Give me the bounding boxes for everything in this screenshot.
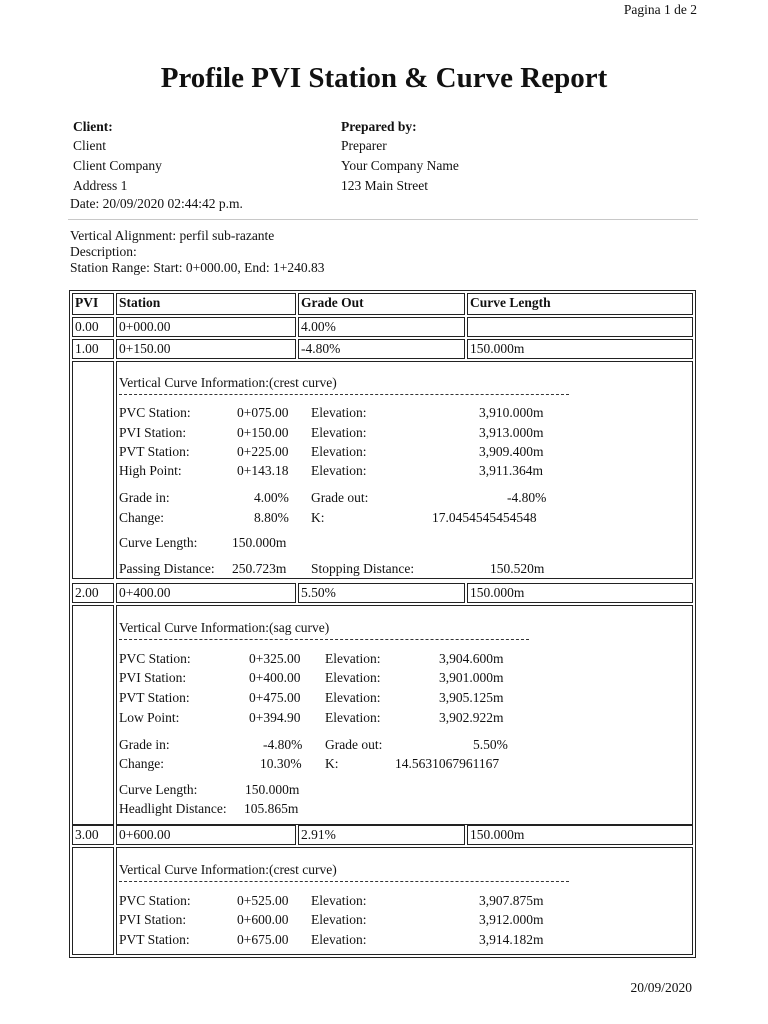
grade-in-label: Grade in: xyxy=(119,490,170,505)
elevation-value: 3,905.125m xyxy=(439,690,504,705)
passing-distance-value: 250.723m xyxy=(232,561,287,576)
k-label: K: xyxy=(325,756,339,771)
elevation-value: 3,907.875m xyxy=(479,893,544,908)
table-row-pvi: 2.00 xyxy=(72,583,114,603)
elevation-label: Elevation: xyxy=(311,463,367,478)
table-row-station: 0+400.00 xyxy=(116,583,296,603)
elevation-label: Elevation: xyxy=(325,651,381,666)
pvc-station-value: 0+325.00 xyxy=(249,651,301,666)
pvi-station-label: PVI Station: xyxy=(119,425,187,440)
col-header-grade-out: Grade Out xyxy=(298,293,465,315)
low-point-label: Low Point: xyxy=(119,710,180,725)
client-line3: Address 1 xyxy=(73,178,128,193)
pvc-station-label: PVC Station: xyxy=(119,405,191,420)
elevation-value: 3,914.182m xyxy=(479,932,544,947)
grade-out-value: 5.50% xyxy=(473,737,508,752)
table-row-curve-length: 150.000m xyxy=(467,825,693,845)
client-line2: Client Company xyxy=(73,158,162,173)
pvi-station-label: PVI Station: xyxy=(119,912,187,927)
elevation-value: 3,911.364m xyxy=(479,463,543,478)
pvc-station-value: 0+525.00 xyxy=(237,893,289,908)
preparer-line2: Your Company Name xyxy=(341,158,459,173)
change-value: 8.80% xyxy=(254,510,289,525)
elevation-value: 3,912.000m xyxy=(479,912,544,927)
table-row-grade-out: 5.50% xyxy=(298,583,465,603)
dashed-rule xyxy=(119,394,569,395)
table-row-pvi: 1.00 xyxy=(72,339,114,359)
elevation-label: Elevation: xyxy=(325,710,381,725)
table-row-grade-out: -4.80% xyxy=(298,339,465,359)
elevation-value: 3,909.400m xyxy=(479,444,544,459)
elevation-label: Elevation: xyxy=(325,690,381,705)
pvi-station-label: PVI Station: xyxy=(119,670,187,685)
table-row-grade-out: 4.00% xyxy=(298,317,465,337)
preparer-line1: Preparer xyxy=(341,138,387,153)
pvi-station-value: 0+150.00 xyxy=(237,425,289,440)
pvc-station-label: PVC Station: xyxy=(119,893,191,908)
low-point-value: 0+394.90 xyxy=(249,710,301,725)
pvt-station-label: PVT Station: xyxy=(119,932,190,947)
grade-out-label: Grade out: xyxy=(311,490,369,505)
stopping-distance-label: Stopping Distance: xyxy=(311,561,415,576)
preparer-heading: Prepared by: xyxy=(341,119,417,134)
preparer-line3: 123 Main Street xyxy=(341,178,428,193)
curve-title: Vertical Curve Information:(crest curve) xyxy=(119,375,337,390)
pvi-station-value: 0+600.00 xyxy=(237,912,289,927)
change-value: 10.30% xyxy=(260,756,302,771)
pvi-table xyxy=(69,290,696,958)
change-label: Change: xyxy=(119,510,164,525)
curve-length-value: 150.000m xyxy=(232,535,287,550)
table-row-pvi: 3.00 xyxy=(72,825,114,845)
col-header-pvi: PVI xyxy=(72,293,114,315)
client-line1: Client xyxy=(73,138,106,153)
table-row-curve-length: 150.000m xyxy=(467,583,693,603)
elevation-label: Elevation: xyxy=(311,912,367,927)
curve-spacer-cell xyxy=(72,361,114,579)
curve-info-block xyxy=(116,361,693,579)
k-value: 17.0454545454548 xyxy=(432,510,537,525)
pvt-station-label: PVT Station: xyxy=(119,690,190,705)
high-point-label: High Point: xyxy=(119,463,182,478)
stopping-distance-value: 150.520m xyxy=(490,561,545,576)
grade-out-label: Grade out: xyxy=(325,737,383,752)
elevation-value: 3,910.000m xyxy=(479,405,544,420)
grade-in-label: Grade in: xyxy=(119,737,170,752)
curve-spacer-cell xyxy=(72,605,114,825)
table-row-station: 0+150.00 xyxy=(116,339,296,359)
elevation-label: Elevation: xyxy=(311,444,367,459)
report-date: Date: 20/09/2020 02:44:42 p.m. xyxy=(70,196,243,211)
curve-title: Vertical Curve Information:(crest curve) xyxy=(119,862,337,877)
footer-date: 20/09/2020 xyxy=(630,980,692,995)
table-row-station: 0+600.00 xyxy=(116,825,296,845)
pvc-station-value: 0+075.00 xyxy=(237,405,289,420)
curve-info-block xyxy=(116,847,693,955)
elevation-label: Elevation: xyxy=(311,932,367,947)
pvt-station-value: 0+225.00 xyxy=(237,444,289,459)
headlight-distance-value: 105.865m xyxy=(244,801,299,816)
page-number: Pagina 1 de 2 xyxy=(623,2,697,17)
k-label: K: xyxy=(311,510,325,525)
alignment-description: Description: xyxy=(70,244,137,259)
pvc-station-label: PVC Station: xyxy=(119,651,191,666)
passing-distance-label: Passing Distance: xyxy=(119,561,215,576)
elevation-value: 3,902.922m xyxy=(439,710,504,725)
vertical-alignment: Vertical Alignment: perfil sub-razante xyxy=(70,228,275,243)
elevation-value: 3,904.600m xyxy=(439,651,504,666)
k-value: 14.5631067961167 xyxy=(395,756,500,771)
elevation-value: 3,913.000m xyxy=(479,425,544,440)
table-row-grade-out: 2.91% xyxy=(298,825,465,845)
table-row-curve-length xyxy=(467,317,693,337)
curve-length-label: Curve Length: xyxy=(119,782,198,797)
client-heading: Client: xyxy=(73,119,113,134)
curve-info-block xyxy=(116,605,693,825)
pvt-station-value: 0+475.00 xyxy=(249,690,301,705)
elevation-label: Elevation: xyxy=(311,425,367,440)
station-range: Station Range: Start: 0+000.00, End: 1+240.83 xyxy=(70,260,325,275)
pvt-station-label: PVT Station: xyxy=(119,444,190,459)
grade-in-value: 4.00% xyxy=(254,490,289,505)
curve-length-value: 150.000m xyxy=(245,782,300,797)
grade-in-value: -4.80% xyxy=(263,737,303,752)
headlight-distance-label: Headlight Distance: xyxy=(119,801,227,816)
elevation-label: Elevation: xyxy=(311,893,367,908)
table-row-station: 0+000.00 xyxy=(116,317,296,337)
table-row-pvi: 0.00 xyxy=(72,317,114,337)
grade-out-value: -4.80% xyxy=(507,490,547,505)
pvi-station-value: 0+400.00 xyxy=(249,670,301,685)
report-title: Profile PVI Station & Curve Report xyxy=(160,62,608,94)
table-row-curve-length: 150.000m xyxy=(467,339,693,359)
dashed-rule xyxy=(119,881,569,882)
elevation-label: Elevation: xyxy=(325,670,381,685)
dashed-rule xyxy=(119,639,529,640)
elevation-value: 3,901.000m xyxy=(439,670,504,685)
col-header-station: Station xyxy=(116,293,296,315)
elevation-label: Elevation: xyxy=(311,405,367,420)
divider xyxy=(68,219,698,220)
high-point-value: 0+143.18 xyxy=(237,463,289,478)
col-header-curve-length: Curve Length xyxy=(467,293,693,315)
change-label: Change: xyxy=(119,756,164,771)
curve-length-label: Curve Length: xyxy=(119,535,198,550)
pvt-station-value: 0+675.00 xyxy=(237,932,289,947)
curve-title: Vertical Curve Information:(sag curve) xyxy=(119,620,330,635)
curve-spacer-cell xyxy=(72,847,114,955)
